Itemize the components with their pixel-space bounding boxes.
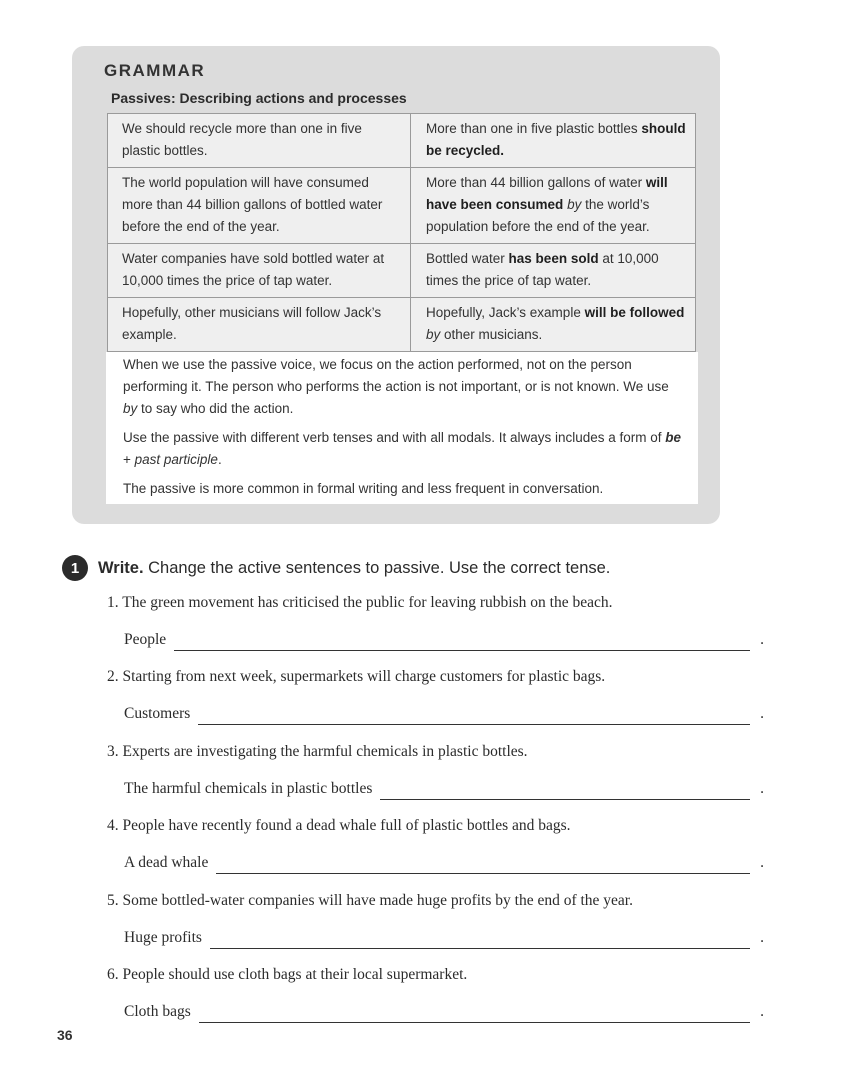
answer-row: [124, 629, 764, 651]
note-paragraph: [123, 478, 682, 500]
table-row: [108, 244, 696, 298]
answer-line[interactable]: [380, 782, 750, 800]
text-run: More than one in five plastic bottles: [426, 121, 642, 136]
exercise-sentence: 6. People should use cloth bags at their local supermarket.: [107, 966, 468, 983]
exercise-item: [107, 666, 767, 722]
text-run: When we use the passive voice, we focus on the action performed, not on the person performing it. The person who performs the action is not important, or is not known. We use: [123, 357, 669, 394]
text-run: by: [426, 327, 441, 342]
passive-sentence: [411, 298, 696, 352]
exercise-item: [107, 741, 767, 797]
exercise-item: [107, 890, 767, 946]
page-number: 36: [57, 1027, 73, 1043]
exercise-item: [107, 592, 767, 648]
exercise-sentence: 3. Experts are investigating the harmful chemicals in plastic bottles.: [107, 743, 528, 760]
text-run: Hopefully, Jack’s example: [426, 305, 585, 320]
exercise-item: [107, 815, 767, 871]
text-run: +: [123, 452, 135, 467]
answer-end: .: [760, 929, 764, 946]
answer-prompt: Customers: [124, 705, 191, 722]
answer-prompt: The harmful chemicals in plastic bottles: [124, 780, 373, 797]
answer-end: .: [760, 705, 764, 722]
table-row: [108, 114, 696, 168]
answer-prompt: People: [124, 631, 167, 648]
grammar-notes: [106, 352, 698, 504]
task-label: Write.: [98, 558, 144, 577]
examples-table: [107, 113, 696, 352]
exercise-sentence: 1. The green movement has criticised the public for leaving rubbish on the beach.: [107, 594, 613, 611]
passive-sentence: [411, 244, 696, 298]
answer-prompt: A dead whale: [124, 854, 209, 871]
task-heading: [62, 555, 610, 581]
answer-line[interactable]: [216, 856, 750, 874]
text-run: be: [665, 430, 682, 445]
table-row: [108, 168, 696, 244]
answer-row: [124, 703, 764, 725]
answer-prompt: Cloth bags: [124, 1003, 191, 1020]
text-run: past participle: [134, 452, 218, 467]
task-instruction-text: Change the active sentences to passive. Use the correct tense.: [143, 558, 611, 577]
answer-end: .: [760, 854, 764, 871]
answer-end: .: [760, 631, 764, 648]
text-run: the world’s population before the end of the year.: [426, 197, 650, 234]
passive-sentence: [411, 168, 696, 244]
active-sentence: We should recycle more than one in five plastic bottles.: [108, 114, 411, 168]
answer-line[interactable]: [210, 931, 750, 949]
text-run: Use the passive with different verb tenses and with all modals. It always includes a form of: [123, 430, 666, 445]
text-run: will be followed: [584, 305, 685, 320]
note-paragraph: [123, 427, 682, 471]
answer-end: .: [760, 1003, 764, 1020]
passive-sentence: [411, 114, 696, 168]
answer-row: [124, 927, 764, 949]
text-run: by: [567, 197, 582, 212]
text-run: should be recycled.: [426, 121, 686, 158]
text-run: to say who did the action.: [137, 401, 294, 416]
answer-end: .: [760, 780, 764, 797]
grammar-heading: GRAMMAR: [104, 61, 206, 80]
active-sentence: Hopefully, other musicians will follow Jack’s example.: [108, 298, 411, 352]
task-instruction: [98, 559, 610, 578]
text-run: at 10,000 times the price of tap water.: [426, 251, 659, 288]
answer-row: [124, 1001, 764, 1023]
text-run: Bottled water: [426, 251, 509, 266]
text-run: by: [123, 401, 138, 416]
exercise-sentence: 4. People have recently found a dead whale full of plastic bottles and bags.: [107, 817, 571, 834]
answer-line[interactable]: [199, 1005, 750, 1023]
table-row: [108, 298, 696, 352]
text-run: More than 44 billion gallons of water: [426, 175, 646, 190]
answer-prompt: Huge profits: [124, 929, 202, 946]
task-number-badge: 1: [62, 555, 88, 581]
grammar-subheading: Passives: Describing actions and processes: [111, 90, 407, 106]
text-run: has been sold: [508, 251, 599, 266]
active-sentence: Water companies have sold bottled water at 10,000 times the price of tap water.: [108, 244, 411, 298]
exercise-sentence: 5. Some bottled-water companies will have made huge profits by the end of the year.: [107, 892, 633, 909]
text-run: will have been consumed: [426, 175, 668, 212]
active-sentence: The world population will have consumed more than 44 billion gallons of bottled water before the end of the year.: [108, 168, 411, 244]
answer-line[interactable]: [174, 633, 750, 651]
exercise-sentence: 2. Starting from next week, supermarkets will charge customers for plastic bags.: [107, 668, 606, 685]
text-run: .: [217, 452, 222, 467]
text-run: other musicians.: [440, 327, 543, 342]
answer-line[interactable]: [198, 707, 750, 725]
answer-row: [124, 778, 764, 800]
note-paragraph: [123, 354, 682, 420]
text-run: The passive is more common in formal writing and less frequent in conversation.: [123, 481, 604, 496]
exercise-item: [107, 964, 767, 1020]
answer-row: [124, 852, 764, 874]
